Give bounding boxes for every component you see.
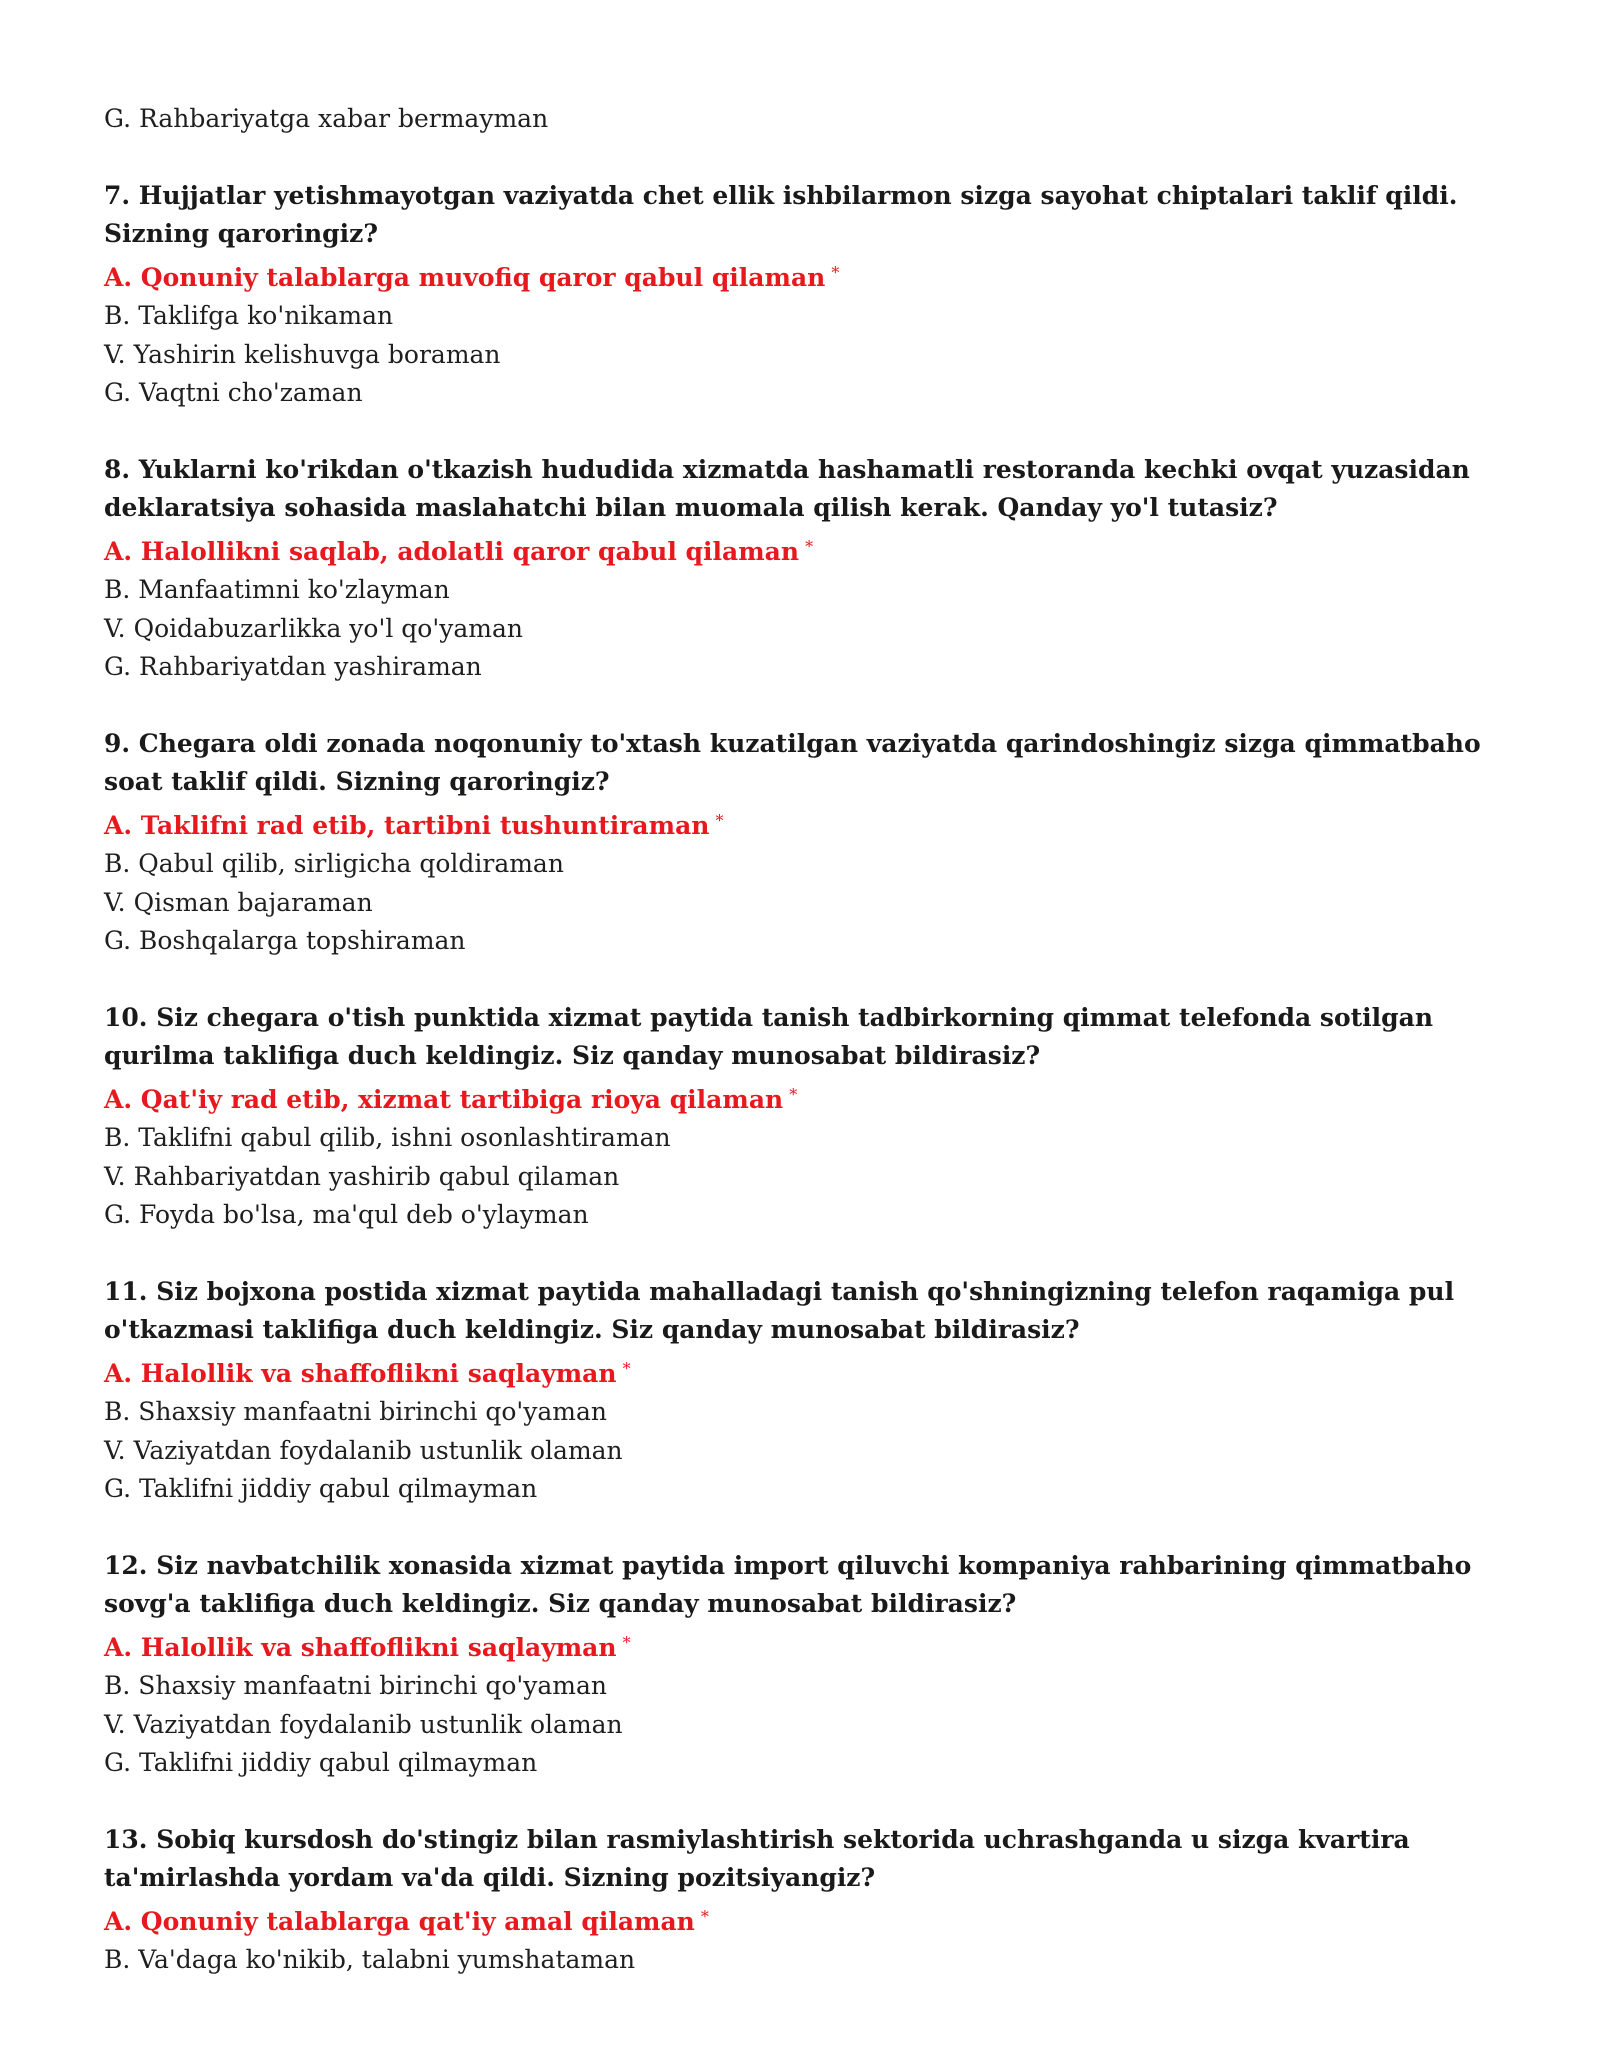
option: B. Manfaatimni ko'zlayman: [104, 575, 450, 604]
correct-answer: A. Qonuniy talablarga qat'iy amal qilaman *: [104, 1906, 709, 1936]
trailing-option: G. Rahbariyatga xabar bermayman: [104, 104, 549, 133]
correct-marker: *: [700, 1906, 709, 1926]
question-text: 12. Siz navbatchilik xonasida xizmat paytida import qiluvchi kompaniya rahbarining qimmatbaho sovg'a taklifiga duch keldingiz. Siz qanday munosabat bildirasiz?: [104, 1550, 1472, 1618]
correct-marker: *: [622, 1358, 631, 1378]
correct-answer: A. Qonuniy talablarga muvofiq qaror qabul qilaman *: [104, 262, 840, 292]
question-text: 13. Sobiq kursdosh do'stingiz bilan rasmiylashtirish sektorida uchrashganda u sizga kvartira ta'mirlashda yordam va'da qildi. Sizning pozitsiyangiz?: [104, 1824, 1410, 1892]
question-text: 7. Hujjatlar yetishmayotgan vaziyatda chet ellik ishbilarmon sizga sayohat chiptalari taklif qildi. Sizning qaroringiz?: [104, 180, 1458, 248]
correct-marker: *: [622, 1632, 631, 1652]
option: G. Boshqalarga topshiraman: [104, 926, 466, 955]
document-page: [104, 100, 1504, 2018]
question-block: [104, 1273, 1504, 1509]
option: V. Vaziyatdan foydalanib ustunlik olaman: [104, 1435, 623, 1465]
correct-marker: *: [715, 810, 724, 830]
correct-answer: A. Halollik va shaffoflikni saqlayman *: [104, 1358, 631, 1388]
option: G. Taklifni jiddiy qabul qilmayman: [104, 1474, 538, 1503]
option: V. Qoidabuzarlikka yo'l qo'yaman: [104, 613, 523, 643]
option: B. Taklifni qabul qilib, ishni osonlashtiraman: [104, 1123, 671, 1152]
option: B. Taklifga ko'nikaman: [104, 301, 394, 330]
question-text: 10. Siz chegara o'tish punktida xizmat paytida tanish tadbirkorning qimmat telefonda sotilgan qurilma taklifiga duch keldingiz. Siz qanday munosabat bildirasiz?: [104, 1002, 1434, 1070]
correct-marker: *: [789, 1084, 798, 1104]
option: G. Vaqtni cho'zaman: [104, 378, 363, 407]
question-block: [104, 725, 1504, 961]
correct-marker: *: [805, 536, 814, 556]
option: B. Qabul qilib, sirligicha qoldiraman: [104, 849, 564, 878]
option: V. Vaziyatdan foydalanib ustunlik olaman: [104, 1709, 623, 1739]
option: V. Qisman bajaraman: [104, 887, 373, 917]
question-block: [104, 1547, 1504, 1783]
option: V. Rahbariyatdan yashirib qabul qilaman: [104, 1161, 620, 1191]
question-block: [104, 1821, 1504, 1980]
option: B. Va'daga ko'nikib, talabni yumshataman: [104, 1945, 636, 1974]
option: V. Yashirin kelishuvga boraman: [104, 339, 501, 369]
question-text: 11. Siz bojxona postida xizmat paytida mahalladagi tanish qo'shningizning telefon raqamiga pul o'tkazmasi taklifiga duch keldingiz. Siz qanday munosabat bildirasiz?: [104, 1276, 1455, 1344]
question-block: [104, 451, 1504, 687]
question-block: [104, 999, 1504, 1235]
correct-answer: A. Halollikni saqlab, adolatli qaror qabul qilaman *: [104, 536, 814, 566]
option: B. Shaxsiy manfaatni birinchi qo'yaman: [104, 1671, 608, 1700]
option: G. Foyda bo'lsa, ma'qul deb o'ylayman: [104, 1200, 589, 1229]
question-text: 8. Yuklarni ko'rikdan o'tkazish hududida xizmatda hashamatli restoranda kechki ovqat yuzasidan deklaratsiya sohasida maslahatchi bilan muomala qilish kerak. Qanday yo'l tutasiz?: [104, 454, 1470, 522]
question-text: 9. Chegara oldi zonada noqonuniy to'xtash kuzatilgan vaziyatda qarindoshingiz sizga qimmatbaho soat taklif qildi. Sizning qaroringiz?: [104, 728, 1481, 796]
correct-answer: A. Taklifni rad etib, tartibni tushuntiraman *: [104, 810, 724, 840]
option: B. Shaxsiy manfaatni birinchi qo'yaman: [104, 1397, 608, 1426]
correct-answer: A. Qat'iy rad etib, xizmat tartibiga rioya qilaman *: [104, 1084, 798, 1114]
option: G. Taklifni jiddiy qabul qilmayman: [104, 1748, 538, 1777]
question-block: [104, 177, 1504, 413]
correct-answer: A. Halollik va shaffoflikni saqlayman *: [104, 1632, 631, 1662]
option: G. Rahbariyatdan yashiraman: [104, 652, 482, 681]
correct-marker: *: [831, 262, 840, 282]
